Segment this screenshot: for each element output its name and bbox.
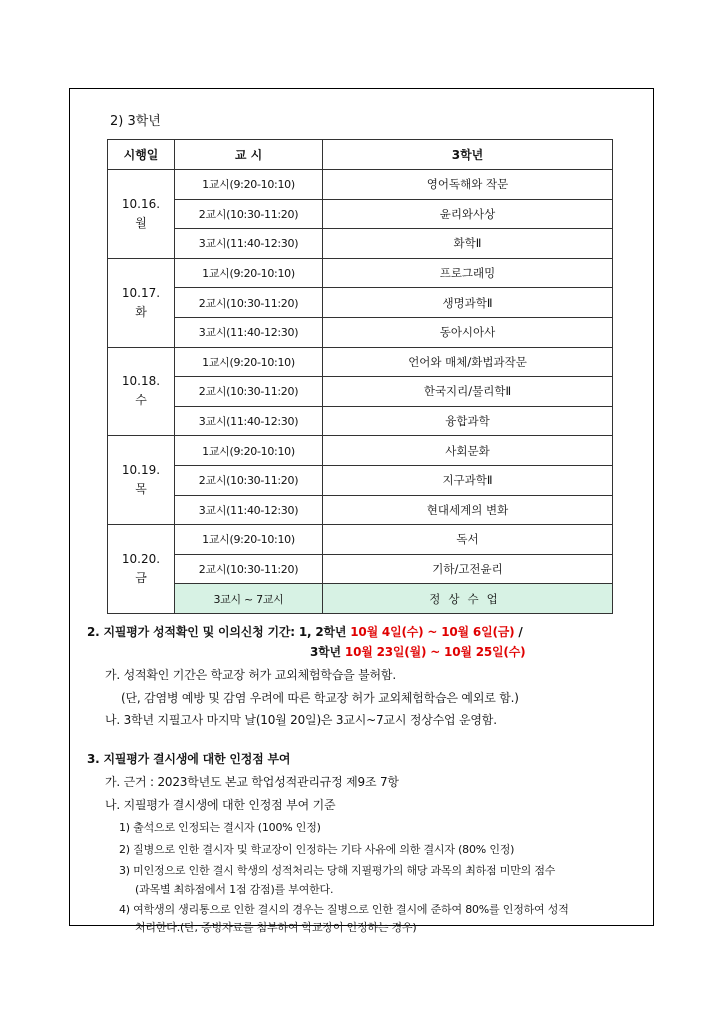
period-cell: 2교시(10:30-11:20) [175,465,323,495]
period-cell: 3교시 ~ 7교시 [175,584,323,614]
table-row [108,317,613,347]
date-cell: 10.20. 금 [108,525,175,614]
subject-cell: 프로그래밍 [323,258,613,288]
period-cell: 3교시(11:40-12:30) [175,495,323,525]
subject-cell: 현대세계의 변화 [323,495,613,525]
criteria-item-1: 1) 출석으로 인정되는 결시자 (100% 인정) [119,821,321,834]
subject-cell: 독서 [323,525,613,555]
period-cell: 1교시(9:20-10:10) [175,258,323,288]
header-date: 시행일 [108,140,175,170]
table-row [108,288,613,318]
date-cell: 10.17. 화 [108,258,175,347]
table-row [108,436,613,466]
period-cell: 1교시(9:20-10:10) [175,347,323,377]
table-row [108,377,613,407]
subject-cell: 사회문화 [323,436,613,466]
section3-item-na: 나. 지필평가 결시생에 대한 인정점 부여 기준 [105,798,336,812]
section3-title: 3. 지필평가 결시생에 대한 인정점 부여 [87,752,291,766]
section2-item-na: 나. 3학년 지필고사 마지막 날(10월 20일)은 3교시~7교시 정상수업 운영함. [105,713,497,727]
period-grade3: 10월 23일(월) ~ 10월 25일(수) [344,645,526,659]
table-row [108,525,613,555]
subject-cell: 동아시아사 [323,317,613,347]
section2-title: 2. 지필평가 성적확인 및 이의신청 기간: 1, 2학년 10월 4일(수) ~ 10월 6일(금) / [87,625,523,639]
section2-item-ga-note: (단, 감염병 예방 및 감염 우려에 따른 학교장 허가 교외체험학습은 예외로 함.) [121,691,519,705]
date-cell: 10.18. 수 [108,347,175,436]
subject-cell: 화학Ⅱ [323,229,613,259]
criteria-item-3-cont: (과목별 최하점에서 1점 감점)를 부여한다. [135,883,334,896]
table-row [108,229,613,259]
header-period: 교 시 [175,140,323,170]
table-row [108,465,613,495]
subject-cell: 한국지리/물리학Ⅱ [323,377,613,407]
date-cell: 10.19. 목 [108,436,175,525]
table-row [108,406,613,436]
table-row [108,584,613,614]
period-cell: 3교시(11:40-12:30) [175,317,323,347]
period-cell: 3교시(11:40-12:30) [175,229,323,259]
subject-cell: 윤리와사상 [323,199,613,229]
table-row [108,258,613,288]
period-cell: 2교시(10:30-11:20) [175,288,323,318]
period-cell: 2교시(10:30-11:20) [175,554,323,584]
table-row [108,170,613,200]
criteria-item-4-cont: 처리한다.(단, 증빙자료를 첨부하여 학교장이 인정하는 경우) [135,921,417,934]
table-row [108,554,613,584]
table-row [108,347,613,377]
criteria-item-2: 2) 질병으로 인한 결시자 및 학교장이 인정하는 기타 사유에 의한 결시자 (80% 인정) [119,843,515,856]
subject-cell: 융합과학 [323,406,613,436]
period-cell: 1교시(9:20-10:10) [175,525,323,555]
period-cell: 3교시(11:40-12:30) [175,406,323,436]
table-row [108,199,613,229]
table-row [108,495,613,525]
date-cell: 10.16. 월 [108,170,175,259]
period-cell: 2교시(10:30-11:20) [175,377,323,407]
section3-item-ga: 가. 근거 : 2023학년도 본교 학업성적관리규정 제9조 7항 [105,775,399,789]
section2-grade3-line: 3학년 10월 23일(월) ~ 10월 25일(수) [310,645,526,659]
subject-cell: 기하/고전윤리 [323,554,613,584]
table-header-row [108,140,613,170]
subject-cell: 지구과학Ⅱ [323,465,613,495]
subject-cell: 언어와 매체/화법과작문 [323,347,613,377]
section-heading: 2) 3학년 [110,114,161,129]
period-cell: 1교시(9:20-10:10) [175,436,323,466]
period-cell: 2교시(10:30-11:20) [175,199,323,229]
period-grade12: 10월 4일(수) ~ 10월 6일(금) [350,625,515,639]
header-grade3: 3학년 [323,140,613,170]
criteria-item-3: 3) 미인정으로 인한 결시 학생의 성적처리는 당해 지필평가의 해당 과목의 최하점 미만의 점수 [119,864,556,877]
exam-schedule-table [107,139,613,614]
subject-cell: 정상수업 [323,584,613,614]
subject-cell: 영어독해와 작문 [323,170,613,200]
criteria-item-4: 4) 여학생의 생리통으로 인한 결시의 경우는 질병으로 인한 결시에 준하여 80%를 인정하여 성적 [119,903,569,916]
subject-cell: 생명과학Ⅱ [323,288,613,318]
section2-item-ga: 가. 성적확인 기간은 학교장 허가 교외체험학습을 불허함. [105,668,396,682]
period-cell: 1교시(9:20-10:10) [175,170,323,200]
